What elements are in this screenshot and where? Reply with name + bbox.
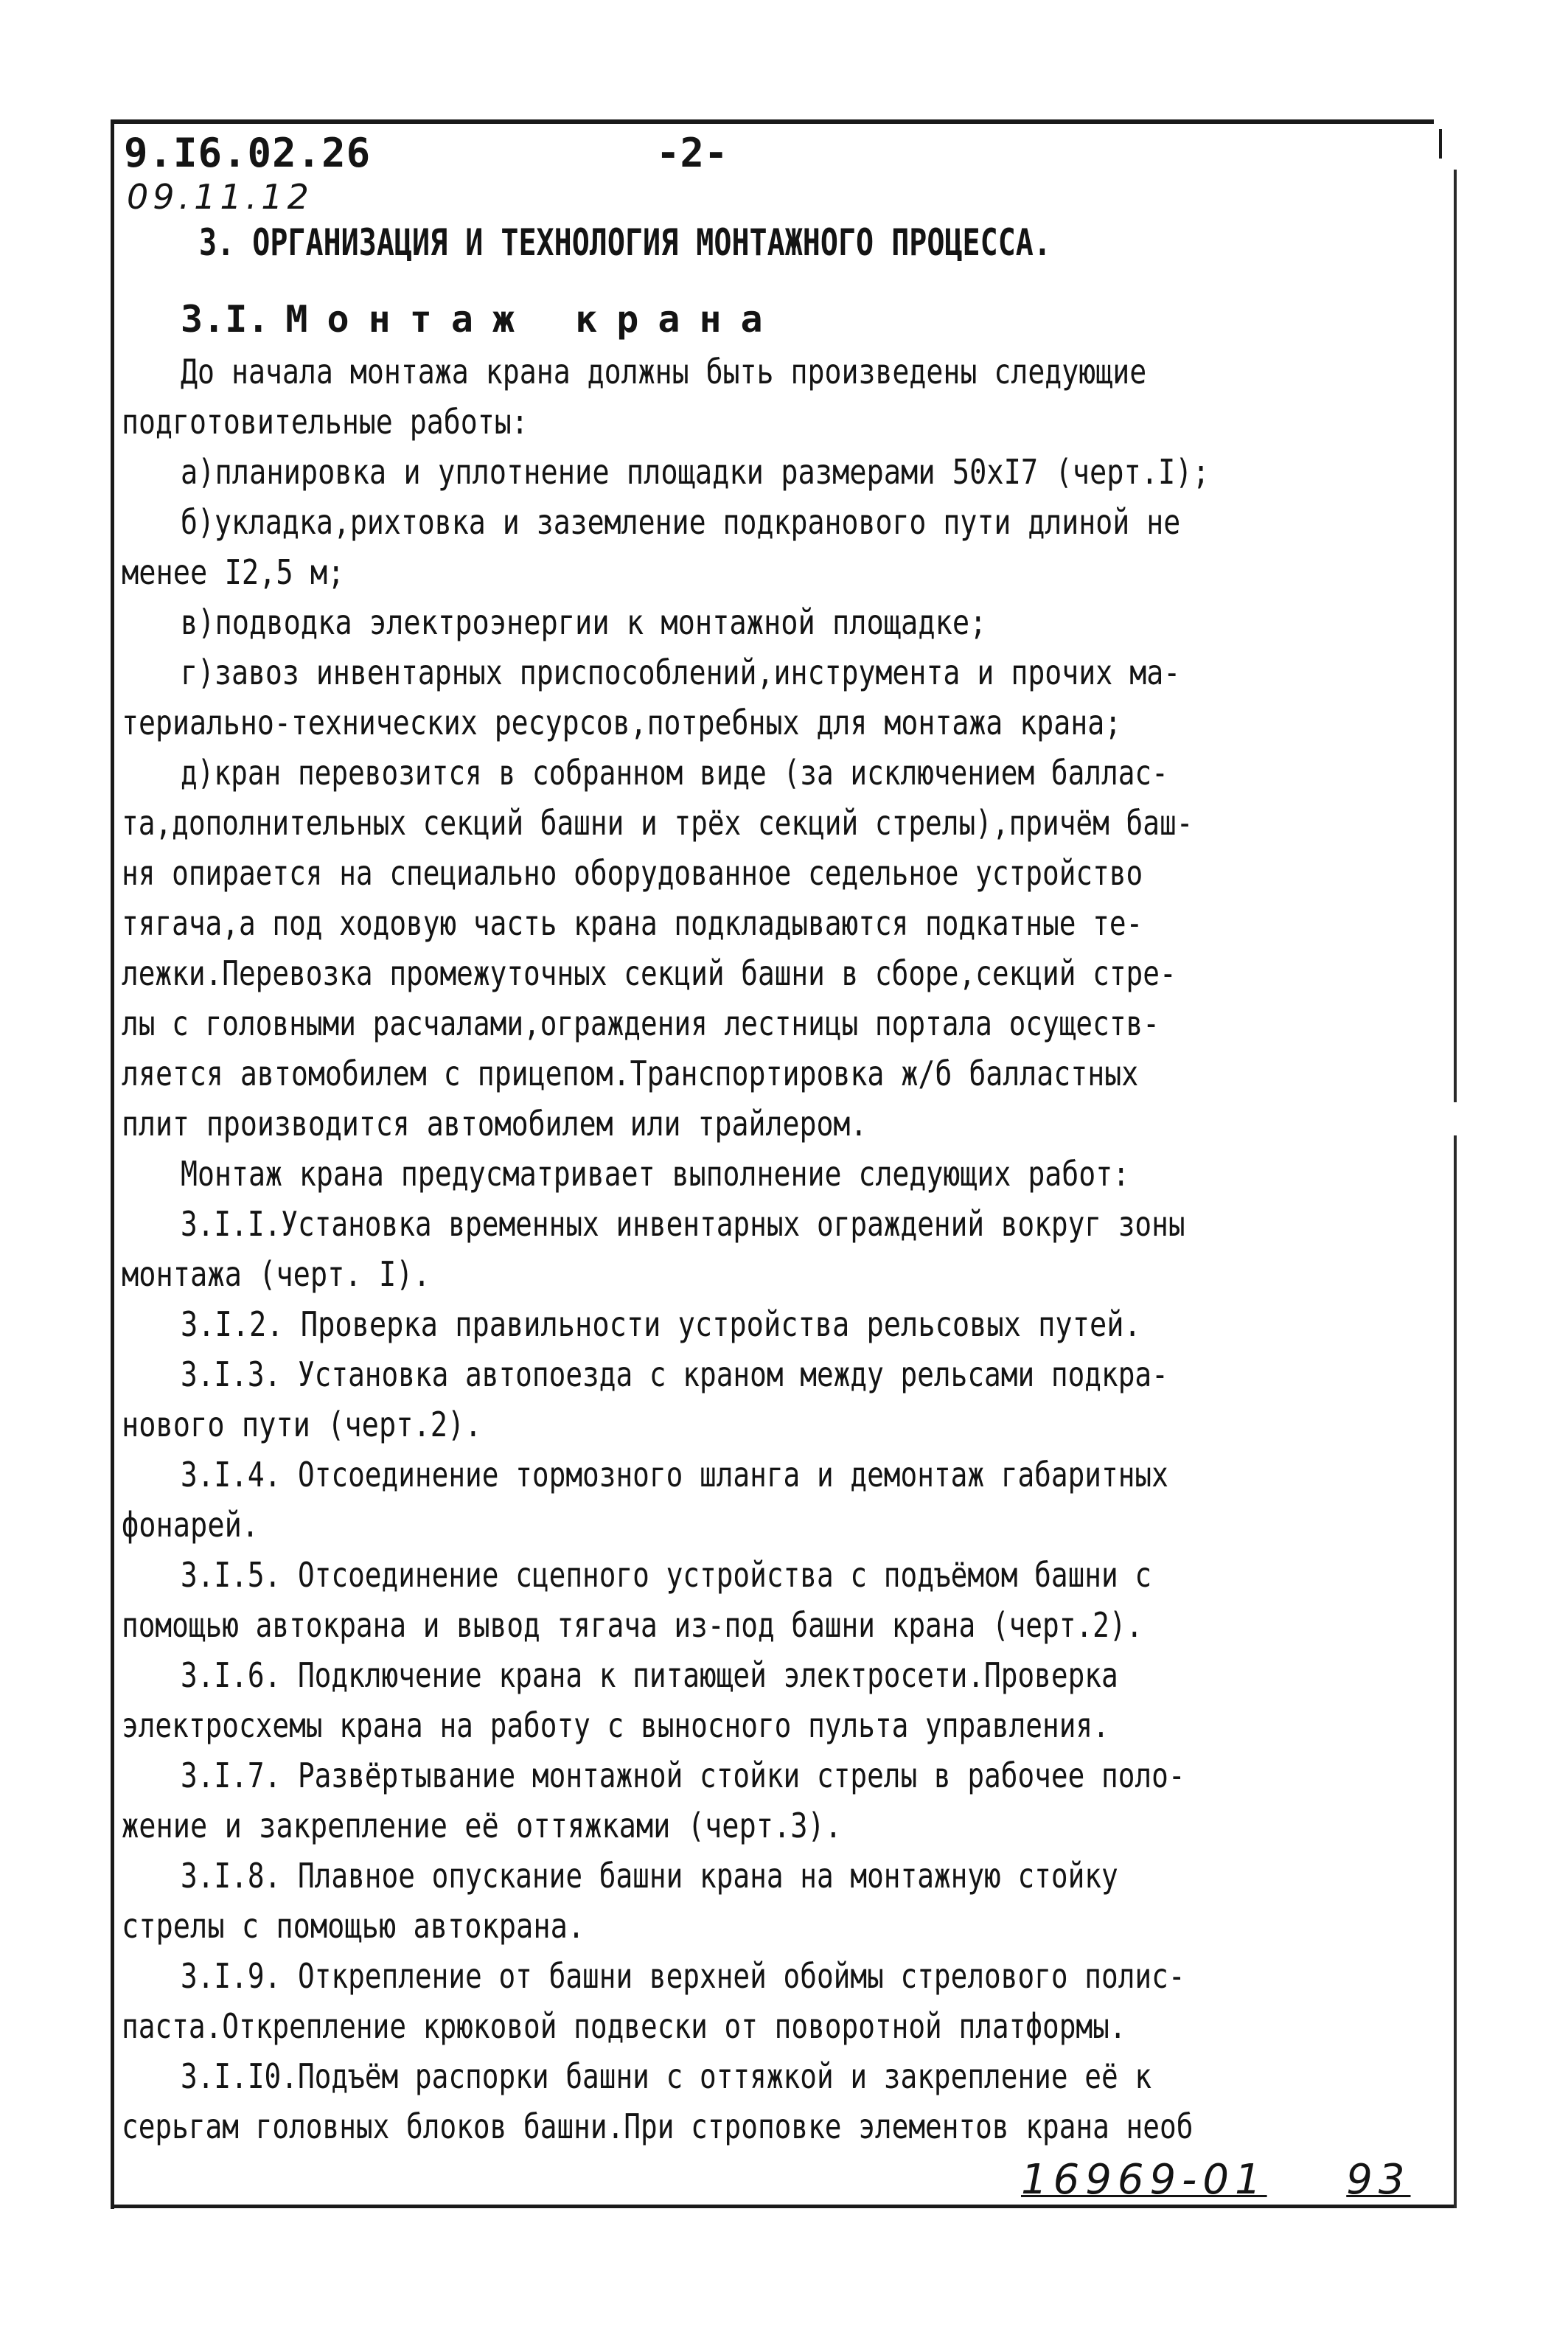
body-line: менее I2,5 м; — [122, 552, 345, 592]
section-title: 3. ОРГАНИЗАЦИЯ И ТЕХНОЛОГИЯ МОНТАЖНОГО ПРОЦЕССА. — [199, 221, 1051, 264]
subsection-heading — [181, 298, 782, 341]
body-line: фонарей. — [122, 1505, 259, 1545]
body-line: До начала монтажа крана должны быть произведены следующие — [181, 352, 1147, 392]
body-line: электросхемы крана на работу с выносного пульта управления. — [122, 1705, 1109, 1745]
body-line: 3.I.4. Отсоединение тормозного шланга и демонтаж габаритных — [181, 1455, 1168, 1495]
body-line: Монтаж крана предусматривает выполнение следующих работ: — [181, 1154, 1130, 1194]
subsection-number: 3.I. — [181, 298, 270, 341]
frame-bottom-border — [111, 2205, 1457, 2208]
body-line: 3.I.I.Установка временных инвентарных ограждений вокруг зоны — [181, 1204, 1185, 1244]
frame-left-border — [111, 119, 114, 2209]
body-line: 3.I.2. Проверка правильности устройства рельсовых путей. — [181, 1304, 1141, 1344]
document-code: 9.I6.02.26 — [124, 130, 372, 176]
body-line: та,дополнительных секций башни и трёх секций стрелы),причём баш- — [122, 803, 1194, 843]
footer-document-number — [1021, 2156, 1411, 2204]
body-line: 3.I.9. Открепление от башни верхней обоймы стрелового полис- — [181, 1956, 1185, 1996]
frame-top-border — [111, 119, 1434, 124]
body-line: 3.I.8. Плавное опускание башни крана на монтажную стойку — [181, 1856, 1118, 1896]
footer-sheet-number: 93 — [1346, 2156, 1411, 2204]
body-line: жение и закрепление её оттяжками (черт.3). — [122, 1806, 843, 1845]
footer-doc-number: 16969-01 — [1021, 2156, 1267, 2204]
body-line: стрелы с помощью автокрана. — [122, 1906, 585, 1946]
body-line: монтажа (черт. I). — [122, 1254, 431, 1294]
body-line: териально-технических ресурсов,потребных для монтажа крана; — [122, 703, 1122, 742]
body-line: 3.I.5. Отсоединение сцепного устройства с подъёмом башни с — [181, 1555, 1152, 1595]
body-line: подготовительные работы: — [122, 402, 529, 442]
body-line: паста.Открепление крюковой подвески от поворотной платформы. — [122, 2006, 1126, 2046]
body-line: лы с головными расчалами,ограждения лестницы портала осуществ- — [122, 1003, 1160, 1043]
body-line: 3.I.6. Подключение крана к питающей электросети.Проверка — [181, 1655, 1118, 1695]
frame-right-border-upper — [1454, 170, 1457, 1102]
body-line: нового пути (черт.2). — [122, 1405, 482, 1444]
body-line: плит производится автомобилем или трайлером. — [122, 1104, 868, 1144]
frame-right-tick — [1439, 129, 1442, 159]
body-line: 3.I.7. Развёртывание монтажной стойки стрелы в рабочее поло- — [181, 1756, 1185, 1795]
body-line: лежки.Перевозка промежуточных секций башни в сборе,секций стре- — [122, 953, 1177, 993]
body-line: а)планировка и уплотнение площадки размерами 50хI7 (черт.I); — [181, 452, 1210, 492]
body-line: ня опирается на специально оборудованное седельное устройство — [122, 853, 1143, 893]
body-line: 3.I.I0.Подъём распорки башни с оттяжкой и закрепление её к — [181, 2056, 1152, 2096]
body-line: б)укладка,рихтовка и заземление подкранового пути длиной не — [181, 502, 1181, 542]
body-line: г)завоз инвентарных приспособлений,инструмента и прочих ма- — [181, 653, 1181, 692]
body-line: д)кран перевозится в собранном виде (за исключением баллас- — [181, 753, 1168, 793]
body-line: 3.I.3. Установка автопоезда с краном между рельсами подкра- — [181, 1354, 1168, 1394]
handwritten-date: 09.11.12 — [127, 177, 313, 217]
subsection-title: Монтаж крана — [285, 298, 782, 341]
page-number: -2- — [656, 130, 728, 176]
body-line: серьгам головных блоков башни.При строповке элементов крана необ — [122, 2106, 1194, 2146]
body-line: помощью автокрана и вывод тягача из-под башни крана (черт.2). — [122, 1605, 1143, 1645]
body-line: в)подводка электроэнергии к монтажной площадке; — [181, 602, 987, 642]
body-line: тягача,а под ходовую часть крана подкладываются подкатные те- — [122, 903, 1143, 943]
frame-right-border-lower — [1454, 1135, 1457, 2208]
body-line: ляется автомобилем с прицепом.Транспортировка ж/б балластных — [122, 1054, 1139, 1093]
